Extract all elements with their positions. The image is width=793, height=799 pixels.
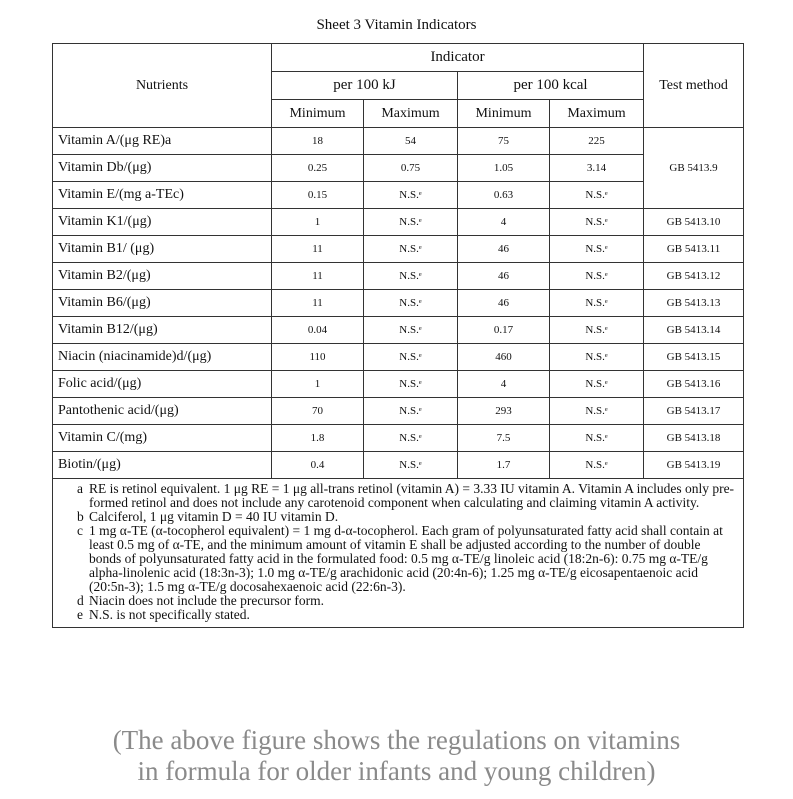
- kcal-max-value: N.S.ᵉ: [550, 236, 644, 263]
- kj-min-value: 70: [272, 398, 364, 425]
- nutrient-name: Folic acid/(μg): [53, 371, 272, 398]
- sheet-title: Sheet 3 Vitamin Indicators: [316, 17, 477, 33]
- nutrient-name: Vitamin A/(μg RE)a: [53, 128, 272, 155]
- nutrient-name: Vitamin B2/(μg): [53, 263, 272, 290]
- kcal-min-value: 0.63: [458, 182, 550, 209]
- kcal-min-value: 7.5: [458, 425, 550, 452]
- test-method-cell: GB 5413.13: [644, 290, 744, 317]
- kj-min-value: 110: [272, 344, 364, 371]
- nutrient-name: Biotin/(μg): [53, 452, 272, 479]
- table-row: [53, 425, 744, 452]
- indicator-header: Indicator: [272, 44, 644, 72]
- kj-min-value: 11: [272, 236, 364, 263]
- per-100kcal-header: per 100 kcal: [458, 72, 644, 100]
- kcal-max-value: N.S.ᵉ: [550, 209, 644, 236]
- kj-min-value: 0.04: [272, 317, 364, 344]
- kcal-min-value: 4: [458, 371, 550, 398]
- kcal-min-value: 46: [458, 236, 550, 263]
- table-row: [53, 371, 744, 398]
- nutrient-name: Vitamin E/(mg a-TEc): [53, 182, 272, 209]
- footnote-text: RE is retinol equivalent. 1 μg RE = 1 μg all-trans retinol (vitamin A) = 3.33 IU vitamin A. Vitamin A includes only pre-formed retinol and does not include any carotenoid component when calculating and claiming vitamin A activity.: [89, 481, 735, 510]
- table-row: [53, 263, 744, 290]
- nutrient-name: Vitamin B1/ (μg): [53, 236, 272, 263]
- footnote: [77, 594, 735, 608]
- kcal-min-value: 460: [458, 344, 550, 371]
- table-row: [53, 344, 744, 371]
- kj-min-value: 0.25: [272, 155, 364, 182]
- test-method-cell: GB 5413.19: [644, 452, 744, 479]
- nutrient-name: Vitamin C/(mg): [53, 425, 272, 452]
- kj-max-value: N.S.ᵉ: [364, 263, 458, 290]
- kj-max-value: N.S.ᵉ: [364, 344, 458, 371]
- nutrients-header: Nutrients: [53, 44, 272, 128]
- kcal-max-value: N.S.ᵉ: [550, 398, 644, 425]
- caption-line-2: in formula for older infants and young children): [137, 756, 656, 786]
- footnote-text: Calciferol, 1 μg vitamin D = 40 IU vitamin D.: [89, 509, 339, 524]
- kcal-max-value: N.S.ᵉ: [550, 452, 644, 479]
- kcal-max-value: N.S.ᵉ: [550, 371, 644, 398]
- table-row: [53, 182, 744, 209]
- kcal-max-value: 225: [550, 128, 644, 155]
- nutrient-name: Vitamin Db/(μg): [53, 155, 272, 182]
- kj-max-value: N.S.ᵉ: [364, 398, 458, 425]
- kj-min-value: 1: [272, 371, 364, 398]
- test-method-cell: GB 5413.10: [644, 209, 744, 236]
- test-method-cell: GB 5413.17: [644, 398, 744, 425]
- kcal-max-value: N.S.ᵉ: [550, 425, 644, 452]
- kcal-min-value: 4: [458, 209, 550, 236]
- kcal-min-value: 0.17: [458, 317, 550, 344]
- kj-max-value: N.S.ᵉ: [364, 425, 458, 452]
- kcal-max-value: N.S.ᵉ: [550, 263, 644, 290]
- footnote-key: d: [77, 593, 84, 608]
- kcal-min-value: 1.7: [458, 452, 550, 479]
- kcal-max-value: N.S.ᵉ: [550, 317, 644, 344]
- kcal-maximum-header: Maximum: [550, 100, 644, 128]
- kj-max-value: N.S.ᵉ: [364, 290, 458, 317]
- table-row: [53, 452, 744, 479]
- kcal-max-value: N.S.ᵉ: [550, 290, 644, 317]
- footnote-key: b: [77, 509, 84, 524]
- footnote: [77, 482, 735, 510]
- footnote-text: Niacin does not include the precursor form.: [89, 593, 325, 608]
- test-method-cell: GB 5413.16: [644, 371, 744, 398]
- kcal-min-value: 1.05: [458, 155, 550, 182]
- nutrient-name: Vitamin K1/(μg): [53, 209, 272, 236]
- kj-max-value: N.S.ᵉ: [364, 371, 458, 398]
- footnote: [77, 510, 735, 524]
- nutrient-name: Pantothenic acid/(μg): [53, 398, 272, 425]
- footnotes: [53, 479, 744, 628]
- kj-max-value: N.S.ᵉ: [364, 182, 458, 209]
- test-method-cell: GB 5413.9: [644, 128, 744, 209]
- kcal-min-value: 46: [458, 263, 550, 290]
- kj-max-value: 0.75: [364, 155, 458, 182]
- test-method-cell: GB 5413.14: [644, 317, 744, 344]
- footnote-text: 1 mg α-TE (α-tocopherol equivalent) = 1 mg d-α-tocopherol. Each gram of polyunsaturated fatty acid shall contain at least 0.5 mg of α-TE, and the minimum amount of vitamin E shall be adjusted according to the number of double bonds of polyunsaturated fatty acid in the formulated food: 0.5 mg α-TE/g linoleic acid (18:2n-6): 0.75 mg α-TE/g alpha-linolenic acid (18:3n-3); 1.0 mg α-TE/g arachidonic acid (20:4n-6); 1.25 mg α-TE/g eicosapentaenoic acid (20:5n-3); 1.5 mg α-TE/g docosahexaenoic acid (22:6n-3).: [89, 523, 723, 594]
- kj-max-value: N.S.ᵉ: [364, 317, 458, 344]
- kcal-max-value: N.S.ᵉ: [550, 182, 644, 209]
- kj-min-value: 1: [272, 209, 364, 236]
- kj-max-value: N.S.ᵉ: [364, 236, 458, 263]
- test-method-cell: GB 5413.11: [644, 236, 744, 263]
- kcal-max-value: N.S.ᵉ: [550, 344, 644, 371]
- kj-min-value: 11: [272, 263, 364, 290]
- nutrient-name: Vitamin B6/(μg): [53, 290, 272, 317]
- nutrient-name: Niacin (niacinamide)d/(μg): [53, 344, 272, 371]
- footnote-key: e: [77, 607, 83, 622]
- table-row: [53, 398, 744, 425]
- kj-max-value: 54: [364, 128, 458, 155]
- table-row: [53, 317, 744, 344]
- test-method-cell: GB 5413.15: [644, 344, 744, 371]
- kcal-minimum-header: Minimum: [458, 100, 550, 128]
- kj-maximum-header: Maximum: [364, 100, 458, 128]
- kj-min-value: 0.4: [272, 452, 364, 479]
- table-row: [53, 290, 744, 317]
- kcal-max-value: 3.14: [550, 155, 644, 182]
- table-row: [53, 209, 744, 236]
- kcal-min-value: 293: [458, 398, 550, 425]
- per-100kj-header: per 100 kJ: [272, 72, 458, 100]
- kj-min-value: 0.15: [272, 182, 364, 209]
- kj-min-value: 1.8: [272, 425, 364, 452]
- table-row: [53, 128, 744, 155]
- test-method-header: Test method: [644, 44, 744, 128]
- table-row: [53, 155, 744, 182]
- kj-minimum-header: Minimum: [272, 100, 364, 128]
- kj-max-value: N.S.ᵉ: [364, 209, 458, 236]
- vitamin-table: [52, 43, 744, 628]
- nutrient-name: Vitamin B12/(μg): [53, 317, 272, 344]
- footnote-text: N.S. is not specifically stated.: [89, 607, 250, 622]
- kcal-min-value: 46: [458, 290, 550, 317]
- test-method-cell: GB 5413.12: [644, 263, 744, 290]
- test-method-cell: GB 5413.18: [644, 425, 744, 452]
- kj-max-value: N.S.ᵉ: [364, 452, 458, 479]
- table-row: [53, 236, 744, 263]
- kj-min-value: 11: [272, 290, 364, 317]
- kj-min-value: 18: [272, 128, 364, 155]
- footnote: [77, 608, 735, 622]
- footnote: [77, 524, 735, 594]
- footnote-key: c: [77, 523, 83, 538]
- caption-line-1: (The above figure shows the regulations on vitamins: [112, 725, 681, 755]
- footnote-key: a: [77, 481, 83, 496]
- kcal-min-value: 75: [458, 128, 550, 155]
